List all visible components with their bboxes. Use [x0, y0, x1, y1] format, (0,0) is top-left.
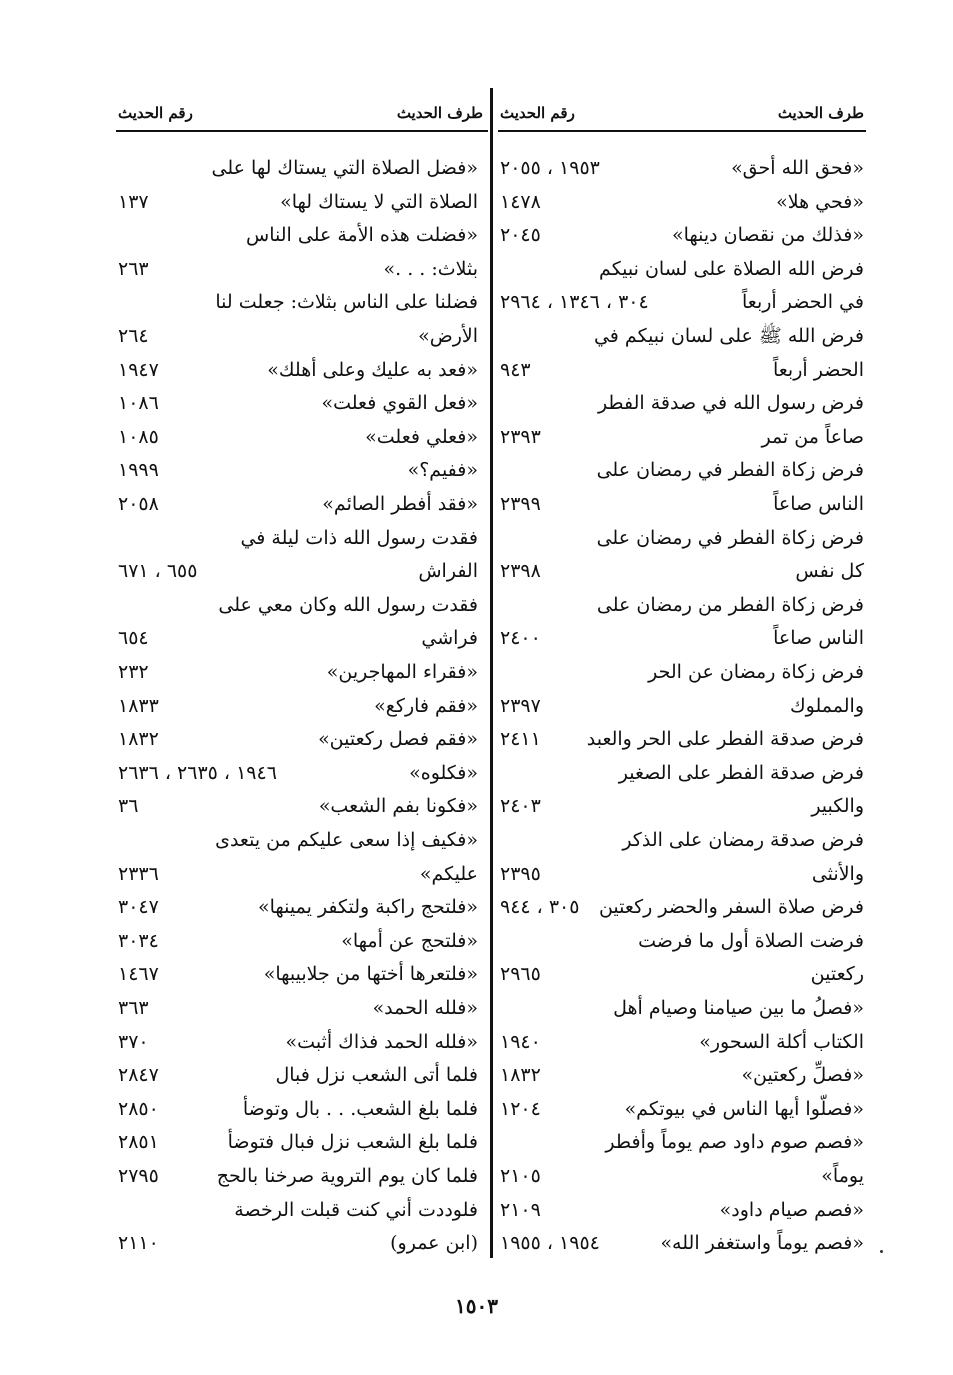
index-entry	[118, 354, 478, 387]
entry-phrase: «فصلُ ما بين صيامنا وصيام أهل	[613, 997, 864, 1019]
entry-phrase: «فكلوه»	[409, 761, 478, 784]
entry-number: ٢٦٣	[118, 257, 149, 280]
index-entry	[118, 286, 478, 319]
index-entry	[118, 790, 478, 823]
entry-number: ٢٠٥٨	[118, 493, 159, 515]
index-entry	[500, 925, 864, 958]
index-entry	[118, 1026, 478, 1059]
entry-number: ١٩٥٣ ، ٢٠٥٥	[500, 157, 600, 179]
index-entry	[500, 1194, 864, 1227]
index-entry	[118, 522, 478, 555]
entry-phrase: «فعل القوي فعلت»	[321, 392, 478, 415]
entry-phrase: الحضر أربعاً	[772, 358, 864, 381]
entry-phrase: فرض زكاة رمضان عن الحر	[648, 661, 864, 683]
entry-phrase: «فقم فصل ركعتين»	[318, 728, 478, 751]
entry-number: ٣٠٥ ، ٩٤٤	[500, 896, 580, 919]
entry-number: ٩٤٣	[500, 358, 531, 381]
entry-phrase: «فعد به عليك وعلى أهلك»	[267, 358, 478, 381]
entry-number: ١٩٤٧	[118, 358, 159, 381]
index-entry	[118, 824, 478, 857]
index-entry	[118, 1227, 478, 1260]
index-entry	[118, 757, 478, 790]
index-entry	[500, 152, 864, 185]
entry-phrase: فراشي	[421, 627, 478, 650]
page-number: ١٥٠٣	[455, 1294, 498, 1318]
entry-number: ١٨٣٣	[118, 694, 159, 717]
entry-phrase: فرض زكاة الفطر من رمضان على	[596, 593, 864, 616]
index-entry	[500, 320, 864, 353]
entry-number: ٢١٠٩	[500, 1198, 541, 1221]
entry-phrase: الفراش	[418, 560, 478, 583]
left-header-rule	[116, 130, 488, 132]
entry-phrase: «فصلّوا أيها الناس في بيوتكم»	[624, 1097, 864, 1120]
entry-phrase: في الحضر أربعاً	[742, 291, 864, 314]
index-entry	[118, 992, 478, 1025]
index-entry	[118, 1126, 478, 1159]
index-entry	[500, 1093, 864, 1126]
entry-phrase: فلوددت أني كنت قبلت الرخصة	[234, 1198, 478, 1221]
entry-number: ٦٥٤	[118, 627, 149, 650]
entry-phrase: «فصلِّ ركعتين»	[741, 1064, 864, 1087]
index-entry	[500, 286, 864, 319]
right-header-phrase: طرف الحديث	[777, 104, 864, 122]
entry-number: ٢٣٣٦	[118, 862, 159, 885]
index-entry	[118, 186, 478, 219]
entry-phrase: «فحق الله أحق»	[731, 157, 864, 179]
entry-phrase: الصلاة التي لا يستاك لها»	[280, 190, 478, 213]
index-entry	[500, 1126, 864, 1159]
index-entry	[118, 488, 478, 521]
entry-phrase: «فذلك من نقصان دينها»	[671, 224, 864, 247]
entry-phrase: «ففيم؟»	[407, 459, 478, 482]
entry-phrase: «فصم صوم داود صم يوماً وأفطر	[605, 1131, 864, 1154]
entry-phrase: الأرض»	[418, 325, 478, 347]
index-entry	[118, 891, 478, 924]
entry-number: ٢٠٤٥	[500, 224, 541, 247]
entry-phrase: الناس صاعاً	[773, 627, 864, 650]
entry-phrase: فرض صدقة الفطر على الصغير	[618, 761, 864, 784]
entry-phrase: فرض زكاة الفطر في رمضان على	[596, 459, 864, 482]
index-entry	[500, 186, 864, 219]
entry-number: ٣٠٤٧	[118, 896, 159, 919]
index-entry	[118, 1160, 478, 1193]
entry-number: ٢٨٥١	[118, 1131, 159, 1154]
entry-phrase: يوماً»	[821, 1165, 864, 1187]
entry-phrase: فلما كان يوم التروية صرخنا بالحج	[216, 1165, 478, 1187]
entry-phrase: فرض صدقة الفطر على الحر والعبد	[586, 728, 864, 751]
index-entry	[500, 891, 864, 924]
entry-number: ٢٤٠٠	[500, 627, 541, 650]
column-divider	[490, 88, 493, 1258]
entry-number: ١٣٧	[118, 190, 149, 213]
entry-number: ٢٣٩٥	[500, 862, 541, 885]
right-header-rule	[498, 130, 866, 132]
entry-phrase: «فلله الحمد»	[372, 997, 478, 1019]
entry-phrase: «فكونا بفم الشعب»	[318, 795, 478, 818]
entry-phrase: «فلله الحمد فذاك أثبت»	[285, 1030, 478, 1053]
entry-phrase: «فلتحج عن أمها»	[341, 929, 478, 952]
entry-phrase: فلما أتى الشعب نزل فبال	[275, 1064, 478, 1087]
index-entry	[118, 320, 478, 353]
entry-number: ٢٨٤٧	[118, 1064, 159, 1087]
index-entry	[118, 723, 478, 756]
entry-phrase: ركعتين	[810, 963, 864, 986]
index-entry	[500, 1026, 864, 1059]
entry-number: ١٠٨٥	[118, 425, 159, 448]
index-entry	[500, 824, 864, 857]
entry-number: ٢١١٠	[118, 1232, 159, 1255]
entry-number: ٢٤٠٣	[500, 795, 541, 818]
entry-phrase: فرض رسول الله في صدقة الفطر	[597, 392, 864, 415]
entry-number: ٢٣٩٣	[500, 425, 541, 448]
right-header-number: رقم الحديث	[500, 104, 575, 122]
entry-number: ٢٣٩٨	[500, 560, 541, 583]
index-entry	[500, 454, 864, 487]
entry-phrase: كل نفس	[795, 560, 864, 583]
entry-number: ٢٤١١	[500, 728, 541, 751]
entry-number: ٦٥٥ ، ٦٧١	[118, 560, 198, 583]
entry-phrase: «فصم صيام داود»	[719, 1198, 864, 1221]
entry-phrase: فلما بلغ الشعب نزل فبال فتوضأ	[227, 1131, 478, 1154]
entry-phrase: صاعاً من تمر	[761, 425, 864, 448]
entry-phrase: «فضل الصلاة التي يستاك لها على	[211, 157, 478, 179]
entry-number: ١٩٩٩	[118, 459, 159, 482]
entry-phrase: عليكم»	[419, 862, 478, 885]
entry-phrase: فرض زكاة الفطر في رمضان على	[596, 526, 864, 549]
index-entry	[118, 958, 478, 991]
index-entry	[118, 219, 478, 252]
entry-number: ٢٧٩٥	[118, 1165, 159, 1187]
entry-phrase: الناس صاعاً	[773, 493, 864, 515]
entry-number: ١٤٦٧	[118, 963, 159, 986]
entry-phrase: فقدت رسول الله ذات ليلة في	[240, 526, 478, 549]
entry-phrase: فرض الله ﷺ على لسان نبيكم في	[593, 325, 864, 347]
entry-number: ١٢٠٤	[500, 1097, 541, 1120]
index-entry	[118, 622, 478, 655]
index-entry	[500, 1059, 864, 1092]
index-entry	[118, 1059, 478, 1092]
index-entry	[118, 858, 478, 891]
entry-phrase: «فقد أفطر الصائم»	[322, 493, 478, 515]
entry-phrase: فرض صدقة رمضان على الذكر	[622, 829, 864, 851]
index-entry	[500, 589, 864, 622]
entry-phrase: فضلنا على الناس بثلاث: جعلت لنا	[215, 291, 478, 314]
entry-phrase: والمملوك	[790, 694, 864, 717]
index-entry	[118, 421, 478, 454]
entry-number: ١٩٥٤ ، ١٩٥٥	[500, 1232, 600, 1255]
index-entry	[118, 253, 478, 286]
index-entry	[118, 925, 478, 958]
index-entry	[118, 555, 478, 588]
entry-number: ٢٣٩٧	[500, 694, 541, 717]
entry-number: ٣٠٣٤	[118, 929, 159, 952]
entry-phrase: والأنثى	[811, 862, 864, 885]
entry-phrase: «فصم يوماً واستغفر الله»	[660, 1232, 864, 1255]
entry-phrase: «فقراء المهاجرين»	[326, 661, 478, 683]
entry-number: ١٠٨٦	[118, 392, 159, 415]
index-entry	[500, 858, 864, 891]
index-entry	[500, 1227, 864, 1260]
entry-phrase: فلما بلغ الشعب. . . بال وتوضأ	[242, 1097, 478, 1120]
index-entry	[500, 690, 864, 723]
entry-number: ٣٠٤ ، ١٣٤٦ ، ٢٩٦٤	[500, 291, 649, 314]
entry-number: ١٨٣٢	[500, 1064, 541, 1087]
index-entry	[118, 387, 478, 420]
index-entry	[500, 387, 864, 420]
entry-phrase: «فحي هلا»	[776, 190, 864, 213]
entry-phrase: «فعلي فعلت»	[365, 425, 478, 448]
entry-phrase: «فلتحج راكبة ولتكفر يمينها»	[258, 896, 478, 919]
entry-phrase: «فكيف إذا سعى عليكم من يتعدى	[215, 829, 478, 851]
entry-phrase: الكتاب أكلة السحور»	[699, 1030, 864, 1053]
entry-number: ٢٩٦٥	[500, 963, 541, 986]
entry-number: ٣٧٠	[118, 1030, 149, 1053]
index-entry	[118, 152, 478, 185]
index-entry	[118, 454, 478, 487]
index-entry	[118, 1194, 478, 1227]
index-entry	[500, 656, 864, 689]
index-entry	[500, 622, 864, 655]
entry-phrase: والكبير	[811, 795, 864, 818]
index-entry	[500, 522, 864, 555]
left-header-phrase: طرف الحديث	[396, 104, 483, 122]
index-entry	[500, 958, 864, 991]
index-entry	[118, 589, 478, 622]
entry-phrase: «فقم فاركع»	[374, 694, 478, 717]
entry-phrase: (ابن عمرو)	[390, 1232, 478, 1255]
index-entry	[500, 723, 864, 756]
entry-phrase: «فضلت هذه الأمة على الناس	[246, 224, 478, 247]
index-entry	[500, 992, 864, 1025]
index-entry	[500, 421, 864, 454]
index-entry	[500, 488, 864, 521]
index-entry	[500, 354, 864, 387]
index-entry	[118, 690, 478, 723]
entry-number: ١٩٤٠	[500, 1030, 541, 1053]
index-entry	[500, 219, 864, 252]
entry-phrase: بثلاث: . . .»	[383, 257, 478, 280]
index-entry	[118, 656, 478, 689]
index-entry	[500, 790, 864, 823]
entry-number: ٢٣٢	[118, 661, 149, 683]
entry-number: ٢٨٥٠	[118, 1097, 159, 1120]
index-entry	[500, 1160, 864, 1193]
entry-phrase: فرض الله الصلاة على لسان نبيكم	[599, 257, 864, 280]
left-header-number: رقم الحديث	[118, 104, 193, 122]
entry-number: ٢٣٩٩	[500, 493, 541, 515]
entry-number: ١٨٣٢	[118, 728, 159, 751]
entry-number: ١٩٤٦ ، ٢٦٣٥ ، ٢٦٣٦	[118, 761, 277, 784]
index-entry	[500, 757, 864, 790]
index-entry	[500, 555, 864, 588]
entry-phrase: فقدت رسول الله وكان معي على	[218, 593, 478, 616]
entry-number: ٢١٠٥	[500, 1165, 541, 1187]
entry-number: ٣٦٣	[118, 997, 149, 1019]
entry-phrase: «فلتعرها أختها من جلابيبها»	[263, 963, 478, 986]
entry-number: ٢٦٤	[118, 325, 149, 347]
index-entry	[118, 1093, 478, 1126]
entry-phrase: فرض صلاة السفر والحضر ركعتين	[598, 896, 864, 919]
index-entry	[500, 253, 864, 286]
entry-number: ١٤٧٨	[500, 190, 541, 213]
margin-mark	[880, 1250, 883, 1253]
entry-phrase: فرضت الصلاة أول ما فرضت	[638, 929, 864, 952]
entry-number: ٣٦	[118, 795, 139, 818]
